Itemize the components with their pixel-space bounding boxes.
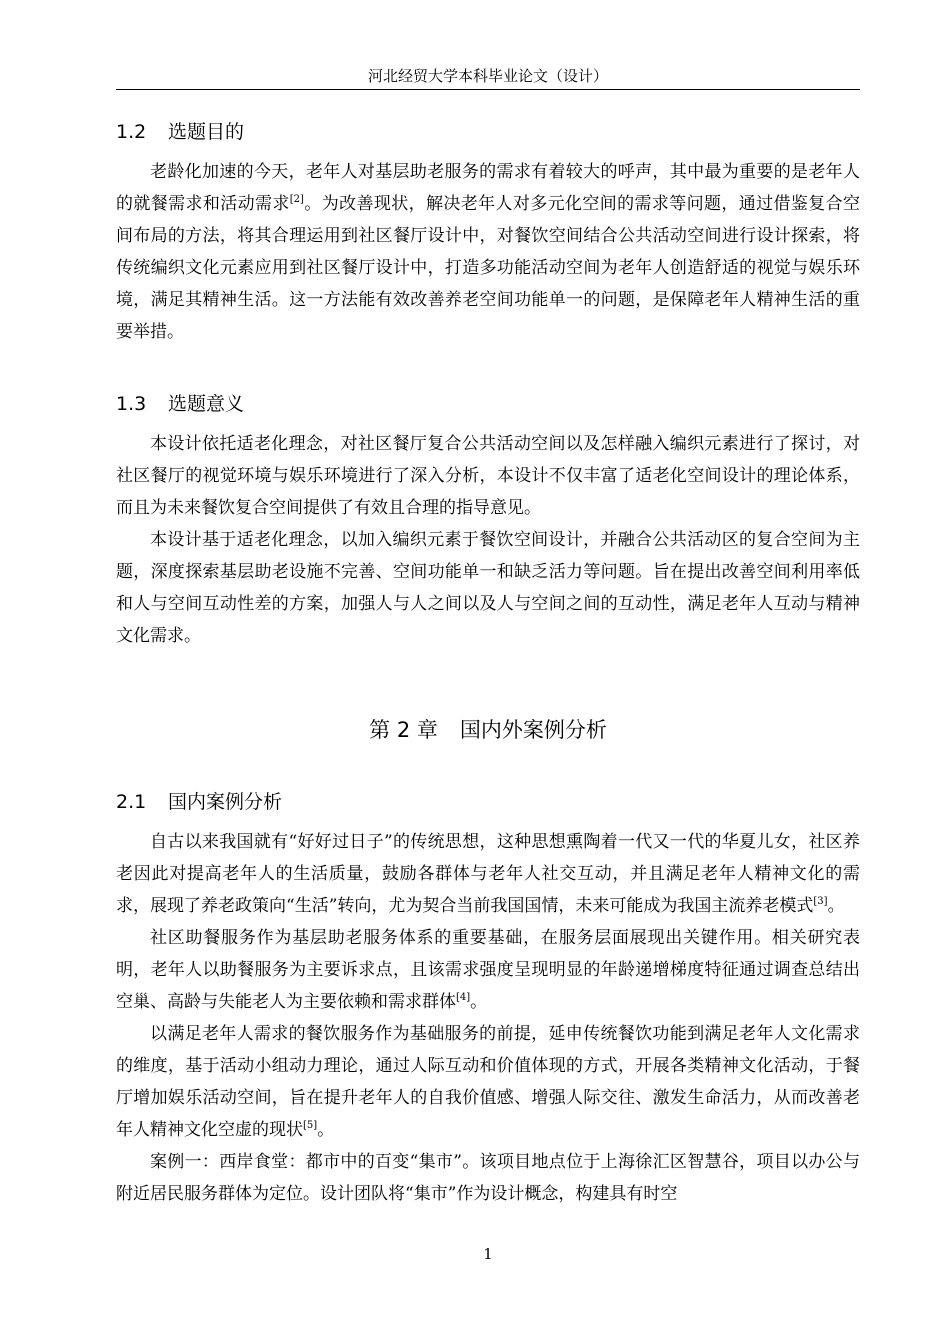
section-heading-1-3 — [116, 392, 244, 416]
page-number: 1 — [483, 1245, 493, 1263]
section-heading-1-2 — [116, 120, 244, 144]
paragraph: 老龄化加速的今天，老年人对基层助老服务的需求有着较大的呼声，其中最为重要的是老年人的就餐需求和活动需求[2]。为改善现状，解决老年人对多元化空间的需求等问题，通过借鉴复合空间布局的方法，将其合理运用到社区餐厅设计中，对餐饮空间结合公共活动空间进行设计探索，将传统编织文化元素应用到社区餐厅设计中，打造多功能活动空间为老年人创造舒适的视觉与娱乐环境，满足其精神生活。这一方法能有效改善养老空间功能单一的问题，是保障老年人精神生活的重要举措。 — [116, 162, 861, 342]
section-title: 国内案例分析 — [168, 791, 283, 813]
paragraph: 以满足老年人需求的餐饮服务作为基础服务的前提，延申传统餐饮功能到满足老年人文化需求的维度，基于活动小组动力理论，通过人际互动和价值体现的方式，开展各类精神文化活动，于餐厅增加娱乐活动空间，旨在提升老年人的自我价值感、增强人际交往、激发生命活力，从而改善老年人精神文化空虚的现状[5]。 — [116, 1024, 860, 1140]
section-body-1-3 — [116, 428, 860, 652]
section-title: 选题意义 — [168, 393, 245, 415]
chapter-heading — [116, 716, 860, 744]
chapter-label: 第 2 章 — [369, 718, 438, 742]
citation: [4] — [456, 992, 471, 1003]
page-header-title: 河北经贸大学本科毕业论文（设计） — [367, 67, 608, 85]
paragraph: 社区助餐服务作为基层助老服务体系的重要基础，在服务层面展现出关键作用。相关研究表明，老年人以助餐服务为主要诉求点，且该需求强度呈现明显的年龄递增梯度特征通过调查总结出空巢、高龄与失能老人为主要依赖和需求群体[4]。 — [116, 928, 860, 1012]
chapter-title: 国内外案例分析 — [459, 718, 607, 742]
section-body-2-1 — [116, 826, 860, 1210]
section-title: 选题目的 — [168, 121, 245, 143]
section-number: 1.2 — [116, 121, 147, 143]
paragraph: 本设计依托适老化理念，对社区餐厅复合公共活动空间以及怎样融入编织元素进行了探讨，对社区餐厅的视觉环境与娱乐环境进行了深入分析，本设计不仅丰富了适老化空间设计的理论体系，而且为未来餐饮复合空间提供了有效且合理的指导意见。 — [116, 434, 860, 518]
paragraph: 自古以来我国就有“好好过日子”的传统思想，这种思想熏陶着一代又一代的华夏儿女，社区养老因此对提高老年人的生活质量，鼓励各群体与老年人社交互动，并且满足老年人精神文化的需求，展现了养老政策向“生活”转向，尤为契合当前我国国情，未来可能成为我国主流养老模式[3]。 — [116, 832, 860, 916]
section-body-1-2 — [116, 156, 860, 348]
paragraph: 案例一：西岸食堂：都市中的百变“集市”。该项目地点位于上海徐汇区智慧谷，项目以办公与附近居民服务群体为定位。设计团队将“集市”作为设计概念，构建具有时空 — [116, 1152, 860, 1204]
paragraph: 本设计基于适老化理念，以加入编织元素于餐饮空间设计，并融合公共活动区的复合空间为主题，深度探索基层助老设施不完善、空间功能单一和缺乏活力等问题。旨在提出改善空间利用率低和人与空间互动性差的方案，加强人与人之间以及人与空间之间的互动性，满足老年人互动与精神文化需求。 — [116, 530, 860, 646]
citation: [5] — [303, 1120, 318, 1131]
section-heading-2-1 — [116, 790, 282, 814]
section-number: 1.3 — [116, 393, 147, 415]
page-header — [116, 66, 860, 90]
citation: [3] — [813, 896, 828, 907]
citation: [2] — [289, 194, 304, 205]
section-number: 2.1 — [116, 791, 147, 813]
